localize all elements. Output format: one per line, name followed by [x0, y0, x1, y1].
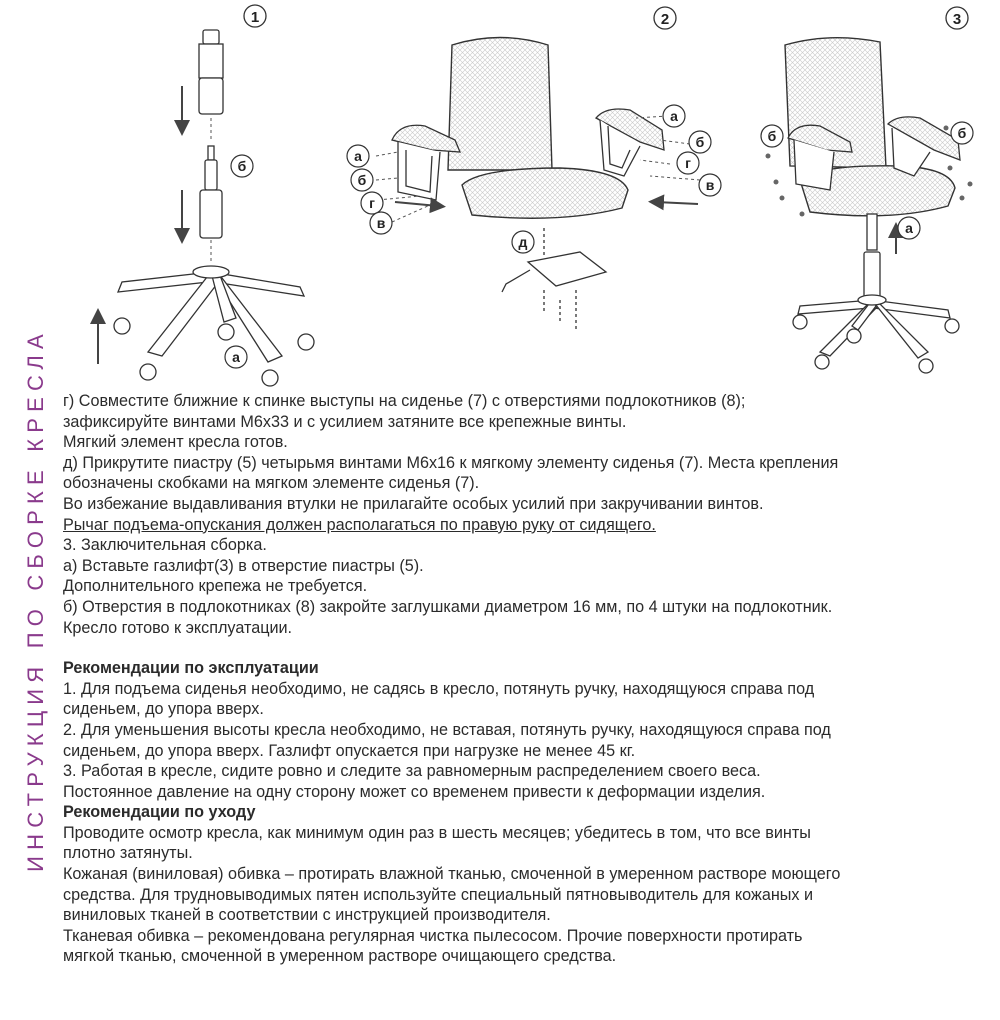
text-line: мягкой тканью, смоченной в умеренном растворе очищающего средства. — [63, 947, 617, 966]
svg-text:а: а — [232, 349, 240, 365]
svg-text:б: б — [957, 125, 967, 141]
step3-label-a — [898, 217, 920, 239]
text-line: сиденьем, до упора вверх. — [63, 700, 264, 719]
step3-base — [793, 295, 959, 373]
text-line: зафиксируйте винтами М6х33 и с усилием затяните все крепежные винты. — [63, 412, 627, 431]
step2-figure — [347, 7, 721, 330]
text-line: Мягкий элемент кресла готов. — [63, 433, 288, 452]
step1-label-a — [225, 346, 247, 368]
step3-gaslift — [864, 214, 880, 298]
gaslift-cap — [199, 30, 223, 114]
svg-text:б: б — [767, 128, 777, 144]
step2-label-v-left — [370, 212, 392, 234]
text-line: 3. Работая в кресле, сидите ровно и следите за равномерным распределением своего веса. — [63, 762, 761, 781]
text-line: 1. Для подъема сиденья необходимо, не садясь в кресло, потянуть ручку, находящуюся справа под — [63, 679, 815, 698]
text-line: г) Совместите ближние к спинке выступы на сиденье (7) с отверстиями подлокотников (8); — [63, 392, 746, 410]
step3-number-badge — [946, 7, 968, 29]
step2-label-b-left — [351, 169, 373, 191]
instruction-text — [63, 391, 988, 967]
step1-number-badge — [244, 5, 266, 27]
backrest — [448, 38, 552, 171]
text-line: а) Вставьте газлифт(3) в отверстие пиастры (5). — [63, 556, 424, 575]
five-star-base — [118, 266, 304, 362]
text-line: средства. Для трудновыводимых пятен используйте специальный пятновыводитель для кожаных и — [63, 885, 814, 904]
step1-figure — [98, 5, 314, 386]
text-line: 3. Заключительная сборка. — [63, 536, 267, 555]
svg-text:а: а — [670, 108, 678, 124]
step2-number: 2 — [660, 11, 670, 28]
step2-label-g-left — [361, 192, 383, 214]
lever-note-underlined: Рычаг подъема-опускания должен располагаться по правую руку от сидящего. — [63, 515, 656, 534]
svg-text:д: д — [518, 234, 528, 250]
care-heading: Рекомендации по уходу — [63, 803, 256, 822]
text-line: Проводите осмотр кресла, как минимум один раз в шесть месяцев; убедитесь в том, что все винты — [63, 823, 811, 842]
text-line: Тканевая обивка – рекомендована регулярная чистка пылесосом. Прочие поверхности протирать — [63, 926, 803, 945]
step2-label-d — [512, 231, 534, 253]
text-line: обозначены скобками на мягком элементе сиденья (7). — [63, 474, 480, 493]
text-line: Постоянное давление на одну сторону может со временем привести к деформации изделия. — [63, 782, 766, 801]
text-line: Кресло готово к эксплуатации. — [63, 618, 293, 637]
text-line: Дополнительного крепежа не требуется. — [63, 577, 368, 596]
text-line: сиденьем, до упора вверх. Газлифт опускается при нагрузке не менее 45 кг. — [63, 741, 636, 760]
text-line: 2. Для уменьшения высоты кресла необходимо, не вставая, потянуть ручку, находящуюся справа под — [63, 720, 831, 739]
svg-text:б: б — [237, 158, 247, 174]
svg-text:а: а — [905, 220, 913, 236]
usage-heading: Рекомендации по эксплуатации — [63, 659, 319, 678]
step2-label-a-left — [347, 145, 369, 167]
casters — [114, 318, 314, 386]
text-line: д) Прикрутите пиастру (5) четырьмя винтами М6х16 к мягкому элементу сиденья (7). Места крепления — [63, 453, 839, 472]
svg-text:б: б — [695, 134, 705, 150]
step3-figure — [761, 7, 973, 373]
step3-label-b-left — [761, 125, 783, 147]
text-line: Во избежание выдавливания втулки не прилагайте особых усилий при закручивании винтов. — [63, 494, 764, 513]
text-line: плотно затянуты. — [63, 844, 193, 863]
text-line: виниловых тканей в соответствии с инструкцией производителя. — [63, 906, 551, 925]
svg-text:а: а — [354, 148, 362, 164]
step2-label-b-right — [689, 131, 711, 153]
text-line: б) Отверстия в подлокотниках (8) закройте заглушками диаметром 16 мм, по 4 штуки на подлокотник. — [63, 597, 833, 616]
step3-label-b-right — [951, 122, 973, 144]
svg-text:б: б — [357, 172, 367, 188]
step2-label-a-right — [663, 105, 685, 127]
assembly-figures — [0, 0, 1000, 395]
svg-text:в: в — [705, 177, 715, 193]
side-title: ИНСТРУКЦИЯ ПО СБОРКЕ КРЕСЛА — [23, 328, 48, 872]
step1-number: 1 — [250, 9, 260, 26]
step2-label-g-right — [677, 152, 699, 174]
step2-number-badge — [654, 7, 676, 29]
seat — [462, 168, 628, 218]
step1-label-b — [231, 155, 253, 177]
svg-text:г: г — [369, 195, 375, 211]
svg-text:г: г — [685, 155, 691, 171]
step2-label-v-right — [699, 174, 721, 196]
svg-text:в: в — [376, 215, 386, 231]
right-armrest — [596, 109, 664, 176]
gaslift — [200, 146, 222, 238]
text-line: Кожаная (виниловая) обивка – протирать влажной тканью, смоченной в умеренном растворе моющего — [63, 865, 841, 884]
step3-number: 3 — [952, 11, 962, 28]
